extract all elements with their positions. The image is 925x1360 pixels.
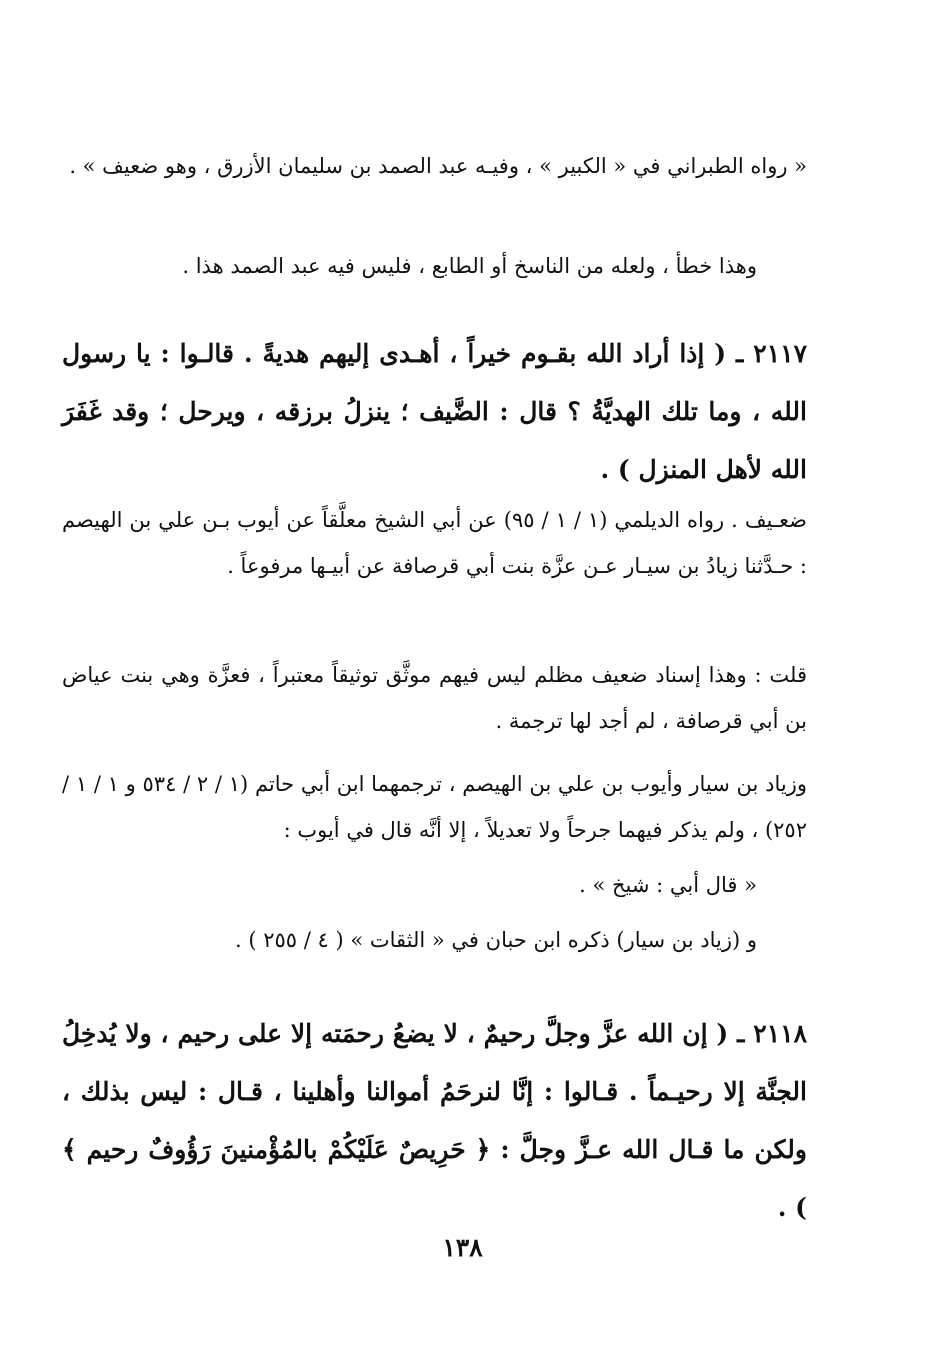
paragraph-text: وزياد بن سيار وأيوب بن علي بن الهيصم ، ترجمهما ابن أبي حاتم (١ / ٢ / ٥٣٤ و ١ / ١ / ٢٥٢) ، ولم يذكر فيهما جرحاً ولا تعديلاً ، إلا أنَّه قال في أيوب :: [62, 772, 807, 842]
hadith-2117: [62, 325, 807, 499]
paragraph-text: ضعـيف . رواه الديلمي (١ / ١ / ٩٥) عن أبي الشيخ معلَّقاً عن أيوب بـن علي بن الهيصم : حـدَّثنا زيادُ بن سيـار عـن عزَّة بنت أبي قرصافة عن أبيـها مرفوعاً .: [62, 508, 808, 578]
hadith-number: ٢١١٨ ـ: [737, 1019, 807, 1048]
comment-paragraph-error: [62, 243, 807, 289]
hadith-text: ( إذا أراد الله بقـوم خيراً ، أهـدى إليهم هديةً . قالـوا : يا رسول الله ، وما تلك الهديَّةُ ؟ قال : الضَّيف ؛ ينزلُ برزقه ، ويرحل ؛ وقد غَفَرَ الله لأهل المنزل ) .: [62, 339, 807, 484]
comment-paragraph-narrators: [62, 761, 807, 853]
hadith-2118: [62, 1005, 807, 1237]
paragraph-text: و (زياد بن سيار) ذكره ابن حبان في « الثقات » ( ٤ / ٢٥٥ ) .: [235, 928, 757, 952]
page-number: ١٣٨: [442, 1233, 483, 1262]
hadith-text: ( إن الله عزَّ وجلَّ رحيمٌ ، لا يضعُ رحمَته إلا على رحيم ، ولا يُدخِلُ الجنَّة إلا رحيـماً . قـالوا : إنَّا لنرحَمُ أموالنا وأهلينا ، قـال : ليس بذلك ، ولكن ما قـال الله عـزَّ وجلَّ : ﴿ حَرِيصٌ عَلَيْكُمْ بالمُؤْمنينَ رَؤُوفٌ رحيم ﴾ ) .: [62, 1019, 807, 1222]
takhrij-paragraph-daylami: [62, 497, 807, 589]
comment-paragraph-ibn-hibban: [62, 917, 807, 963]
paragraph-text: « رواه الطبراني في « الكبير » ، وفيـه عبد الصمد بن سليمان الأزرق ، وهو ضعيف » .: [69, 154, 807, 178]
paragraph-text: قلت : وهذا إسناد ضعيف مظلم ليس فيهم موثَّق توثيقاً معتبراً ، فعزَّة وهي بنت عياض بن أبي قرصافة ، لم أجد لها ترجمة .: [62, 663, 807, 733]
paragraph-text: وهذا خطأ ، ولعله من الناسخ أو الطابع ، فليس فيه عبد الصمد هذا .: [182, 254, 757, 278]
comment-paragraph-isnad: [62, 652, 807, 744]
quote-paragraph-tabarani: [62, 143, 807, 189]
hadith-number: ٢١١٧ ـ: [736, 339, 807, 368]
quote-paragraph-abi: [62, 862, 807, 908]
paragraph-text: « قال أبي : شيخ » .: [579, 873, 757, 897]
